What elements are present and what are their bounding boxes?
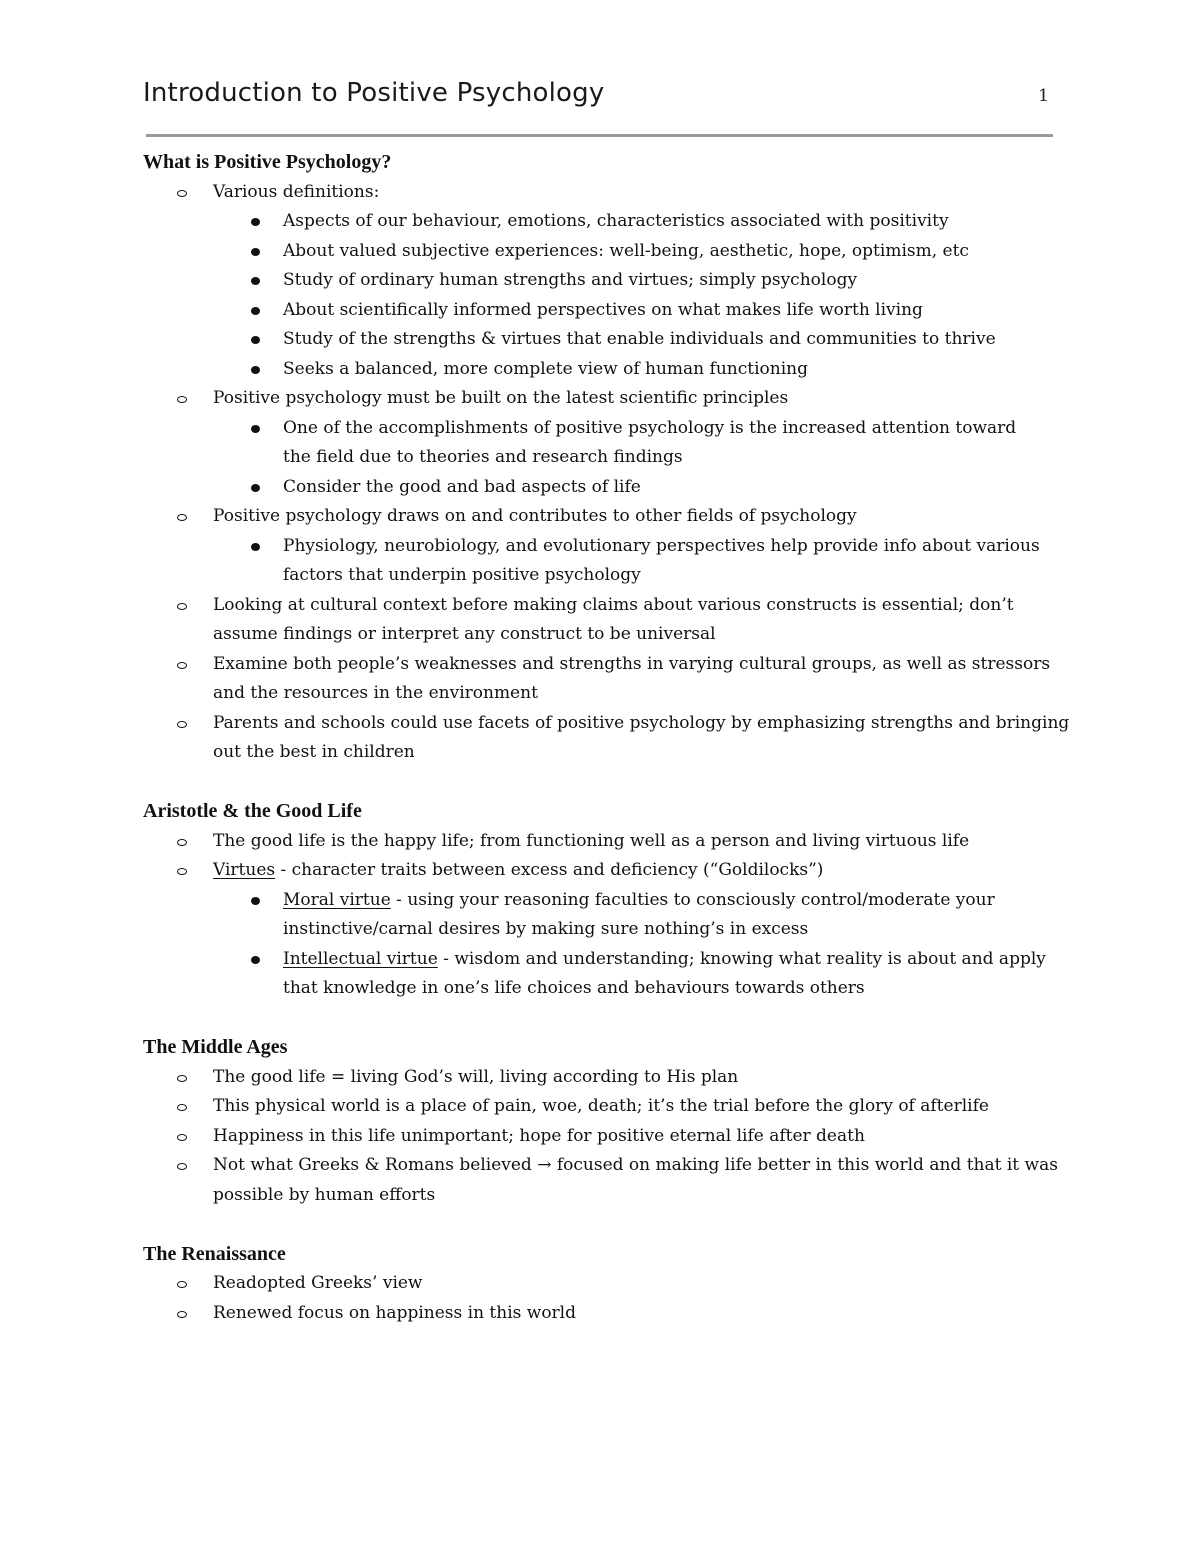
list-item (143, 650, 1073, 709)
header-divider (146, 134, 1053, 137)
list-item (143, 384, 1073, 502)
dot-bullet-icon (251, 366, 260, 374)
circle-bullet-icon (177, 662, 187, 669)
list-item-text: Looking at cultural context before making claims about various constructs is essential; don’t assume findings or interpret any construct to be universal (213, 594, 1014, 644)
list-item-text: Happiness in this life unimportant; hope for positive eternal life after death (213, 1125, 865, 1146)
term-intellectual-virtue: Intellectual virtue (283, 948, 438, 969)
list-item (143, 502, 1073, 591)
section-renaissance (143, 1240, 1073, 1329)
dot-bullet-icon (251, 277, 260, 285)
dot-bullet-icon (251, 543, 260, 551)
sub-list-item-text: One of the accomplishments of positive psychology is the increased attention toward the field due to theories and research findings (283, 417, 1017, 467)
sub-list-item (213, 473, 1073, 503)
list-item-text: Positive psychology draws on and contributes to other fields of psychology (213, 506, 857, 526)
sub-list-item-text: Aspects of our behaviour, emotions, characteristics associated with positivity (283, 211, 949, 231)
sub-list-item (213, 296, 1073, 326)
section-heading: The Middle Ages (143, 1036, 288, 1058)
dot-bullet-icon (251, 248, 260, 256)
sub-list-item (213, 266, 1073, 296)
list-item-text: Positive psychology must be built on the latest scientific principles (213, 388, 789, 408)
circle-bullet-icon (177, 190, 187, 197)
bullet-list (143, 827, 1073, 1004)
list-item-text: Renewed focus on happiness in this world (213, 1302, 576, 1323)
bullet-list (143, 1269, 1073, 1328)
sub-list-item (213, 886, 1073, 945)
list-item-text: The good life = living God’s will, living according to His plan (213, 1066, 739, 1087)
list-item-text: The good life is the happy life; from functioning well as a person and living virtuous life (213, 830, 970, 851)
list-item (143, 1063, 1073, 1093)
page-number: 1 (1038, 86, 1049, 106)
sub-list-item-text: About valued subjective experiences: well-being, aesthetic, hope, optimism, etc (283, 240, 969, 261)
sub-list-item (213, 237, 1073, 267)
sub-list-item (213, 207, 1073, 237)
sub-list-item (213, 325, 1073, 355)
list-item (143, 856, 1073, 1004)
section-heading: What is Positive Psychology? (143, 151, 392, 173)
section-middle-ages (143, 1033, 1073, 1210)
list-item-text: Various definitions: (213, 181, 380, 202)
list-item (143, 1269, 1073, 1299)
list-item (143, 591, 1073, 650)
list-item (143, 1122, 1073, 1152)
sub-bullet-list (213, 532, 1073, 591)
list-item (143, 1299, 1073, 1329)
term-virtues: Virtues (213, 860, 276, 880)
circle-bullet-icon (177, 603, 187, 610)
dot-bullet-icon (251, 484, 260, 492)
circle-bullet-icon (177, 1311, 187, 1318)
section-spacer (143, 768, 1073, 798)
section-heading: Aristotle & the Good Life (143, 800, 362, 822)
dot-bullet-icon (251, 218, 260, 226)
circle-bullet-icon (177, 839, 187, 846)
list-item-text: This physical world is a place of pain, woe, death; it’s the trial before the glory of afterlife (213, 1096, 989, 1116)
sub-bullet-list (213, 414, 1073, 503)
sub-list-item (213, 532, 1073, 591)
bullet-list (143, 1063, 1073, 1211)
list-item-text: Parents and schools could use facets of positive psychology by emphasizing strengths and bringing out the best in children (213, 712, 1070, 762)
dot-bullet-icon (251, 897, 260, 905)
circle-bullet-icon (177, 1075, 187, 1082)
dot-bullet-icon (251, 956, 260, 964)
sub-list-item-text: - wisdom and understanding; knowing what reality is about and apply that knowledge in one’s life choices and behaviours towards others (283, 948, 1046, 998)
list-item (143, 827, 1073, 857)
sub-list-item-text: Physiology, neurobiology, and evolutionary perspectives help provide info about various factors that underpin positive psychology (283, 535, 1040, 585)
list-item-text: Readopted Greeks’ view (213, 1273, 423, 1293)
sub-list-item-text: - using your reasoning faculties to consciously control/moderate your instinctive/carnal desires by making sure nothing’s in excess (283, 889, 995, 939)
sub-list-item-text: Seeks a balanced, more complete view of human functioning (283, 358, 808, 379)
dot-bullet-icon (251, 307, 260, 315)
sub-list-item-text: Consider the good and bad aspects of life (283, 476, 641, 497)
document-body (143, 148, 1073, 1328)
list-item (143, 1092, 1113, 1122)
document-title: Introduction to Positive Psychology (143, 78, 605, 108)
circle-bullet-icon (177, 721, 187, 728)
bullet-list (143, 178, 1073, 768)
list-item (143, 178, 1073, 385)
sub-list-item-text: About scientifically informed perspectives on what makes life worth living (283, 299, 923, 320)
dot-bullet-icon (251, 425, 260, 433)
circle-bullet-icon (177, 1163, 187, 1170)
circle-bullet-icon (177, 868, 187, 875)
list-item (143, 709, 1073, 768)
sub-list-item (213, 414, 1073, 473)
sub-list-item-text: Study of ordinary human strengths and virtues; simply psychology (283, 270, 858, 290)
section-aristotle (143, 797, 1073, 1004)
circle-bullet-icon (177, 514, 187, 521)
dot-bullet-icon (251, 336, 260, 344)
list-item (143, 1151, 1073, 1210)
list-item-text: - character traits between excess and deficiency (“Goldilocks”) (275, 860, 824, 880)
sub-list-item-text: Study of the strengths & virtues that enable individuals and communities to thrive (283, 329, 996, 349)
list-item-text: Examine both people’s weaknesses and strengths in varying cultural groups, as well as stressors and the resources in the environment (213, 653, 1051, 703)
sub-bullet-list (213, 886, 1073, 1004)
page-header (143, 78, 1053, 118)
circle-bullet-icon (177, 1104, 187, 1111)
sub-bullet-list (213, 207, 1073, 384)
circle-bullet-icon (177, 396, 187, 403)
section-what-is-positive-psychology (143, 148, 1073, 768)
list-item-text: Not what Greeks & Romans believed → focused on making life better in this world and that it was possible by human efforts (213, 1155, 1058, 1205)
section-spacer (143, 1210, 1073, 1240)
sub-list-item (213, 355, 1073, 385)
sub-list-item (213, 945, 1073, 1004)
circle-bullet-icon (177, 1134, 187, 1141)
section-spacer (143, 1004, 1073, 1034)
section-heading: The Renaissance (143, 1242, 286, 1265)
term-moral-virtue: Moral virtue (283, 889, 391, 910)
circle-bullet-icon (177, 1281, 187, 1288)
